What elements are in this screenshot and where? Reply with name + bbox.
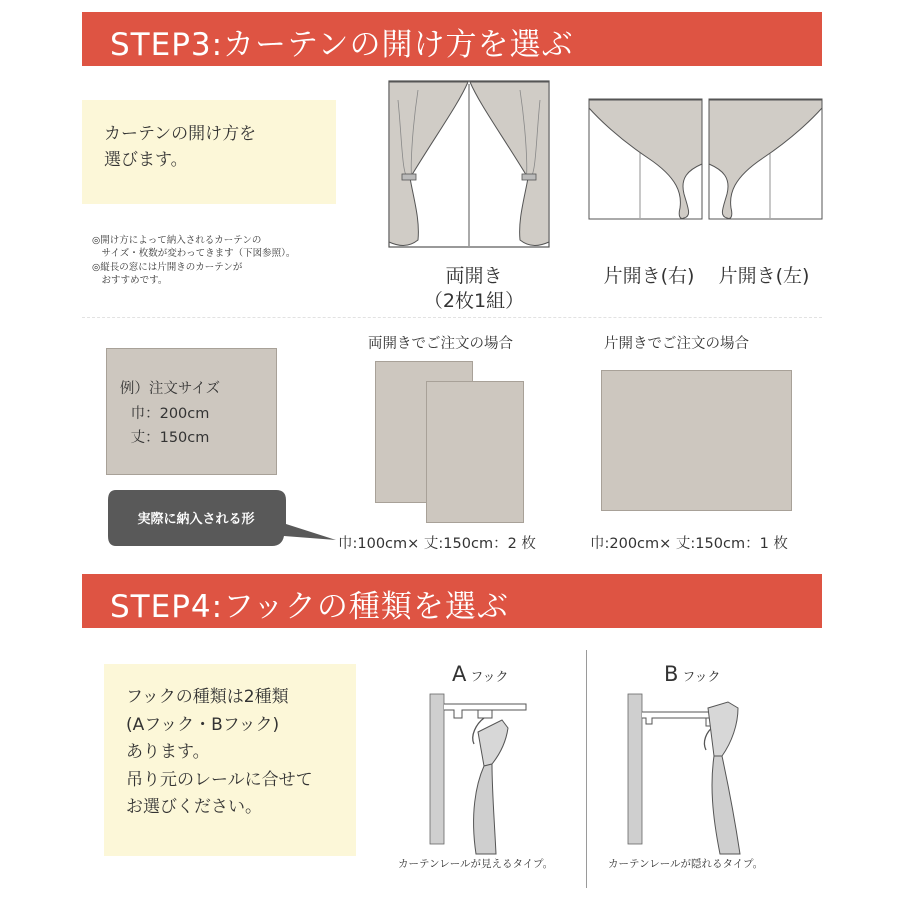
example-line-1: 例）注文サイズ [119,381,221,397]
example-line-2: 巾：200cm [130,405,210,422]
order-double-label: 両開きでご注文の場合 [368,336,513,352]
hook-a-letter: A [452,662,467,686]
hook-b-suffix: フック [682,670,721,685]
actual-shape-label: 実際に納入される形 [137,512,255,527]
double-open-curtain-illustration [388,80,550,252]
order-single-label: 片開きでご注文の場合 [604,336,749,352]
step4-title: STEP4:フックの種類を選ぶ [110,589,509,625]
hook-b-letter: B [664,662,679,686]
option-double-label: 両開き （2枚1組） [423,265,525,312]
step4-intro-text: フックの種類は2種類 (Aフック・Bフック) あります。 吊り元のレールに合せて お選びください。 [126,687,313,818]
option-right-label: 片開き(右) [603,265,695,287]
step3-title: STEP3:カーテンの開け方を選ぶ [110,27,574,63]
note-line-1: ◎開け方によって納入されるカーテンの [92,235,262,246]
step4-banner [82,574,822,628]
step3-banner [82,12,822,66]
option-left-label: 片開き(左) [718,265,810,287]
section-divider [82,317,822,318]
example-line-3: 丈：150cm [130,430,210,447]
note-line-3: ◎縦長の窓には片開きのカーテンが [92,261,243,273]
hook-b-illustration [628,694,748,854]
note-line-4: おすすめです。 [92,275,168,287]
note-line-2: サイズ・枚数が変わってきます（下図参照）。 [92,248,296,260]
double-result: 巾:100cm× 丈:150cm：2 枚 [338,536,536,552]
hook-b-title [664,662,721,686]
step3-intro-text: カーテンの開け方を 選びます。 [104,124,257,170]
step3-intro-note [82,100,336,204]
single-panel [601,370,792,511]
hook-a-suffix: フック [470,670,509,685]
hook-a-caption: カーテンレールが見えるタイプ。 [398,858,554,870]
hook-a-title [452,662,508,686]
single-open-curtain-illustration [588,98,824,224]
hook-b-caption: カーテンレールが隠れるタイプ。 [608,858,764,870]
single-result: 巾:200cm× 丈:150cm：1 枚 [590,536,788,552]
double-panel-2 [426,381,524,523]
step3-notes [92,234,295,288]
hook-a-illustration [430,694,540,854]
hook-divider [586,650,587,888]
example-order-size [116,377,224,451]
step4-intro-note [104,664,356,856]
